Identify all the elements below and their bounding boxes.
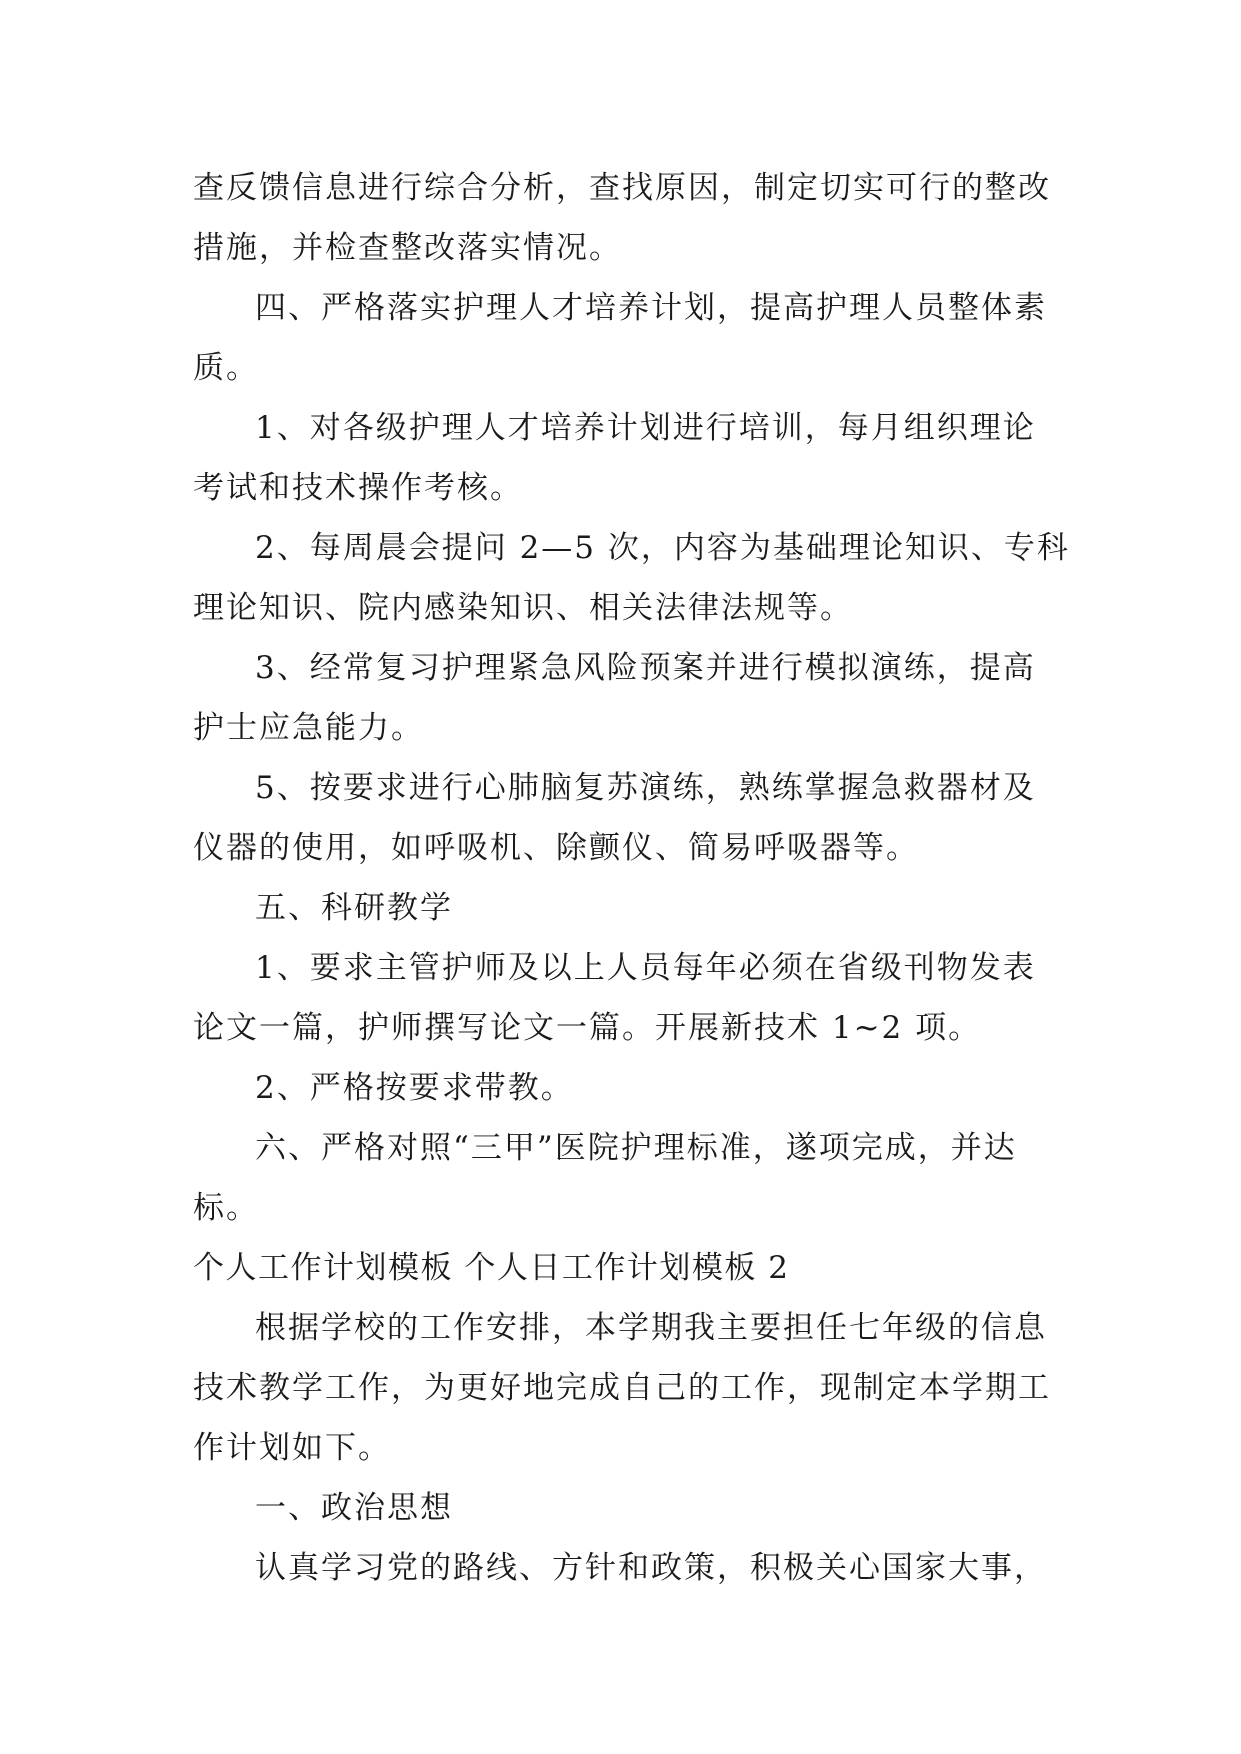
- text-line: 作计划如下。: [193, 1430, 391, 1466]
- text-line: 1、对各级护理人才培养计划进行培训，每月组织理论: [255, 410, 1036, 446]
- text-line: 护士应急能力。: [193, 710, 424, 746]
- text-line: 一、政治思想: [255, 1490, 453, 1526]
- document-body: [193, 158, 1070, 1598]
- text-line: 质。: [193, 350, 259, 386]
- text-line: 5、按要求进行心肺脑复苏演练，熟练掌握急救器材及: [255, 770, 1036, 806]
- section-heading: 个人工作计划模板 个人日工作计划模板 2: [193, 1250, 790, 1286]
- text-line: 1、要求主管护师及以上人员每年必须在省级刊物发表: [255, 950, 1036, 986]
- text-line: 标。: [193, 1190, 259, 1226]
- text-line: 考试和技术操作考核。: [193, 470, 523, 506]
- text-line: 认真学习党的路线、方针和政策，积极关心国家大事，: [255, 1550, 1047, 1586]
- text-line: 2、每周晨会提问 2—5 次，内容为基础理论知识、专科: [255, 530, 1070, 566]
- text-line: 论文一篇，护师撰写论文一篇。开展新技术 1~2 项。: [193, 1010, 982, 1046]
- text-line: 四、严格落实护理人才培养计划，提高护理人员整体素: [255, 290, 1047, 326]
- text-line: 2、严格按要求带教。: [255, 1070, 574, 1106]
- text-line: 仪器的使用，如呼吸机、除颤仪、简易呼吸器等。: [193, 830, 919, 866]
- text-line: 查反馈信息进行综合分析，查找原因，制定切实可行的整改: [193, 170, 1051, 206]
- text-line: 五、科研教学: [255, 890, 453, 926]
- text-line: 六、严格对照“三甲”医院护理标准，遂项完成，并达: [255, 1130, 1017, 1166]
- text-line: 措施，并检查整改落实情况。: [193, 230, 622, 266]
- text-line: 根据学校的工作安排，本学期我主要担任七年级的信息: [255, 1310, 1047, 1346]
- text-line: 技术教学工作，为更好地完成自己的工作，现制定本学期工: [193, 1370, 1051, 1406]
- text-line: 理论知识、院内感染知识、相关法律法规等。: [193, 590, 853, 626]
- text-line: 3、经常复习护理紧急风险预案并进行模拟演练，提高: [255, 650, 1036, 686]
